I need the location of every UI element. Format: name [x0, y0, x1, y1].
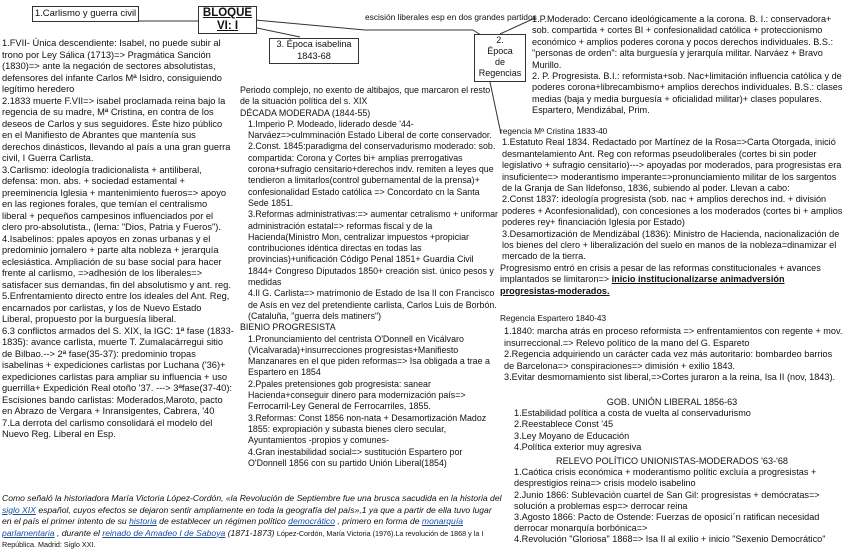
link-monarquia-parlamentaria[interactable]: monarquía parlamentaria	[2, 516, 464, 538]
carlismo-item: 7.La derrota del carlismo consolidará el modelo del Nuevo Reg. Liberal en Esp.	[2, 417, 213, 439]
isabelina-box	[269, 38, 359, 64]
union-liberal-item: 3.Ley Moyano de Educación	[514, 430, 630, 441]
quote-text-3: de establecer un régimen político	[159, 516, 286, 526]
union-liberal-item: 2.Reestablece Const '45	[514, 419, 614, 430]
carlismo-item: 4.Isabelinos: ppales apoyos en zonas urbanas y el predominio jornalero + parte alta nobleza + jerarquía eclesiástica. Ampliación de su base social para hacer frente al carlismo, =>adhesión de los liberales=> satisfacer sus demandas, fin del absolutismo y ant. reg.	[2, 233, 231, 290]
regencia-cristina-title: regencia Mª Cristina 1833-40	[500, 126, 608, 136]
parties-list	[532, 14, 844, 117]
bienio-title: BIENIO PROGRESISTA	[240, 322, 336, 333]
carlismo-box-label: 1.Carlismo y guerra civil	[34, 8, 137, 19]
party-item: 2. P. Progresista. B.I.: reformista+sob. Nac+limitación influencia católica y de poderes corona+librecambismo+ amplios derechos individuales. B.S.: clases medias (baja y media burguesía + oficialidad militar)+ clases populares. Espartero, Mendizábal, Prim.	[532, 71, 843, 116]
moderada-item: 1.Imperio P. Modeado, liderado desde '44-Narváez=>culmminación Estado Liberal de corte conservador.	[248, 118, 492, 141]
regencia-espartero-title: Regencia Espartero 1840-43	[500, 313, 607, 323]
cristina-item: 3.Desamortización de Mendizábal (1836): Ministro de Hacienda, nacionalización de los bienes del clero + liberalización del suelo en manos de la nobleza=dinamizar el mercado de la tierra.	[502, 228, 840, 262]
carlismo-item: 6.3 conflictos armados del S. XIX, la IGC: 1ª fase (1833-1835): avance carlista, muerte T. Zumalacárregui sitio de Bilbao.--> 2ª fase(35-37): predominio tropas isabelinas + expediciones carlistas por Luchana ('36)+ expediciones carlistas para ampliar su influencia + uso guerrilla+ Expedición Real otoño '37. ---> 3ªfase(37-40): Escisiones bando carlistas: Moderados,Maroto, pacto en Abrazo de Vergara + Inransigentes, Cabrera, '40	[2, 325, 234, 416]
carlismo-list	[2, 38, 234, 441]
cristina-item: 2.Const 1837: ideología progresista (sob. nac + amplios derechos ind. + división poderes + Aconfesionalidad), con concesiones a los moderados (cortes bi + amplios poderes rey+ financiación Iglesia por Estado)	[502, 194, 843, 228]
relevo-section	[500, 456, 844, 546]
espartero-item: 2.Regencia adquiriendo un carácter cada vez más autoritario: bombardeo barrios de Barcelona=> conspiraciones=> dimisión + exilio 1843.	[504, 349, 833, 371]
regencias-box-line3: de	[494, 57, 505, 67]
quote-text-4: , primero en forma de	[337, 516, 420, 526]
isabelina-column	[240, 85, 498, 469]
carlismo-box	[32, 6, 139, 22]
moderada-title: DÉCADA MODERADA (1844-55)	[240, 107, 371, 118]
espartero-item: 3.Evitar desmornamiento sist liberal,=>Cortes juraron a la reina, Isa II (nov, 1843).	[504, 372, 836, 383]
regencias-box	[474, 34, 526, 82]
bloque-title-line1: BLOQUE	[202, 7, 253, 19]
regencias-box-line2: Época	[487, 46, 513, 56]
union-liberal-title: GOB. UNIÓN LIBERAL 1856-63	[606, 397, 738, 407]
cristina-note-text: Progresismo entró en crisis a pesar de las reformas constitucionales + avances implantados se limitaron=>	[500, 262, 821, 285]
bienio-item: 1.Pronunciamiento del centrista O'Donnell en Vicálvaro (Vicalvarada)+insurrecciones progresistas+Manifiesto Manzanares en el que piden reformas=> Isa obligada a trae a Espartero en 1854	[248, 333, 490, 378]
quote-text-5: , durante el	[56, 527, 100, 538]
regencia-espartero-section	[500, 313, 844, 383]
moderada-item: 3.Reformas administrativas:=> aumentar cetralismo + uniformar administración estatal=> reformas fiscal y de la Hacienda(Ministro Mon, centralizar impuestos +propiciar contribuciones idéntica directas en todas las provincias)+unificación Código Penal 1851+ Guardia Civil 1844+ Congreso Diputados 1850+ creación sist. único pesos y medidas	[248, 209, 498, 288]
cristina-note	[500, 263, 844, 297]
quote-paragraph	[2, 493, 502, 551]
carlismo-item: 1.FVII- Única descendiente: Isabel, no puede subir al trono por Ley Sálica (1713)=> Pragmática Sanción (1830)=> ante la negación de sectores absolutistas, defensores del infante Carlos Mª Isidro, consiguiendo legítimo heredero	[2, 38, 222, 94]
regencias-box-line1: 2.	[496, 35, 504, 45]
line-bloque-regencias-a	[255, 20, 365, 30]
bienio-item: 2.Ppales pretensiones gob progresista: sanear Hacienda+conseguir dinero para modernización país=> Ferrocarril-Ley General de Ferrocarriles, 1855.	[248, 378, 466, 412]
link-reinado-amadeo[interactable]: reinado de Amadeo I de Saboya	[102, 527, 226, 538]
carlismo-item: 3.Carlismo: ideología tradicionalista + antiliberal, defensa: mon. abs. + sociedad estamental + preeminencia Iglesia + mantenimiento fueros=> apoyo en las regiones forales, que temían el centralismo liberal + pequeños campesinos influenciados por el clero pro-absolutista., (lema: "Dios, Patria y Fueros").	[2, 164, 227, 232]
carlismo-item: 5.Enfrentamiento directo entre los ideales del Ant. Reg, encarnados por carlistas, y los de Nuevo Estado Liberal, propuesto por la burguesía liberal.	[2, 291, 230, 324]
cristina-item: 1.Estatuto Real 1834. Redactado por Martínez de la Rosa=>Carta Otorgada, inició desmantelamiento Ant. Reg con reformas pseudoliberales (cortes bi sin poder legislativo + sufragio censitario)---> apoyadas por moderados, para progresistas era insuficiente=> moderantismo imperante=>pronunciamiento militar de los sargentos de la Granja de San Ildefonso, 1836, subiendo al poder. Llevan a cabo:	[502, 137, 842, 194]
quote-text-1: Como señaló la historiadora María Victoria López-Cordón, «la Revolución de Septiembre fue una brusca sacudida en la historia del	[2, 493, 502, 503]
bloque-title-box	[198, 6, 257, 34]
connector-label: escisión liberales esp en dos grandes partidos	[365, 12, 537, 22]
link-siglo-xix[interactable]: siglo XIX	[2, 504, 36, 515]
party-item: 1.P.Moderado: Cercano ideológicamente a la corona. B. I.: conservadora+ sob. compartida + cortes BI + confesionalidad católica + proteccionismo económico + amplios poderes corona y pocos derechos individuales. B.S.: "personas de orden": alta burguesía y jerarquía militar. Narváez + Bravo Murillo.	[532, 14, 834, 70]
bloque-title-line2: VI: I	[216, 19, 239, 32]
regencia-cristina-section	[500, 126, 844, 297]
cristina-note-emphasis: inicio institucionalizarse animadversión progresistas-moderados.	[500, 274, 785, 296]
bienio-item: 3.Reformas: Const 1856 non-nata + Desamortización Madoz 1855: expropiación y subasta bienes clero secular, Ayuntamientos -propios y comunes-	[248, 412, 487, 446]
espartero-item: 1.1840: marcha atrás en proceso reformista => enfrentamientos con regente + mov. insurreccional.=> Relevo político de la mano del G. Espareto	[504, 326, 843, 348]
bienio-item: 4.Gran inestabilidad social=> sustitución Espartero por O'Donnell 1856 con su partido Unión Liberal(1854)	[248, 446, 463, 468]
union-liberal-item: 4.Política exterior muy agresiva	[514, 441, 642, 452]
quote-text-6: (1871-1873)	[227, 527, 275, 538]
union-liberal-section	[500, 397, 844, 453]
quote-text-2: español, cuyos efectos se dejaron sentir ampliamente en toda la geografía del país»,1 ya que a partir de ella tuvo lugar en el país el primer intento de su	[2, 504, 492, 526]
regencias-box-line4: Regencias	[478, 68, 522, 78]
moderada-item: 2.Const. 1845:paradigma del conservadurismo moderado: sob. compartida: Corona y Cortes bi+ amplias prerrogativas corona+sufragio censitario+derechos indv. remiten a leyes que tendieron a limitarlos(control gubernamental de la prensa)+ confesionalidad Estado católica => Concordato cn la Santa Sede 1851.	[248, 141, 496, 208]
relevo-item: 2.Junio 1866: Sublevación cuartel de San Gil: progresistas + demócratas=> solución a problemas esp=> derrocar reina	[514, 489, 820, 511]
carlismo-item: 2.1833 muerte F.VII=> isabel proclamada reina bajo la regencia de su madre, Mª Cristina, en contra de los deseos de Carlos y sus seguidores. Éste hizo público en el Manifiesto de Abrantes que mantenía sus derechos dinásticos, llevando al país a una gran guerra civil, I Guerra Carlista.	[2, 95, 231, 163]
relevo-title: RELEVO POLÍTICO UNIONISTAS-MODERADOS '63-'68	[556, 456, 788, 466]
link-democratico[interactable]: democrático	[288, 516, 335, 526]
union-liberal-item: 1.Estabilidad política a costa de vuelta al conservadurismo	[514, 408, 751, 419]
link-historia[interactable]: historia	[129, 516, 157, 526]
moderada-item: 4.Il G. Carlista=> matrimonio de Estado de Isa II con Francisco de Asís en vez del pretendiente carlista, Carlos Luis de Borbón. (Cataluña, "guerra dels matiners")	[248, 288, 497, 321]
isabelina-box-line1: 3. Época isabelina	[276, 39, 352, 49]
relevo-item: 1.Caótica crisis económica + moderantismo polític excluía a progresistas + desprestigios reina=> crisis modelo isabelino	[514, 467, 817, 489]
relevo-item: 3.Agosto 1866: Pacto de Ostende: Fuerzas de oposici´n ratifican necesidad derrocar monarquía borbónica=>	[514, 512, 820, 534]
relevo-item: 4.Revolución "Gloriosa" 1868=> Isa II al exilio + inicio "Sexenio Democrático"	[514, 534, 826, 545]
isabelina-intro: Periodo complejo, no exento de altibajos, que marcaron el resto de la situación política del s. XIX	[240, 85, 491, 107]
isabelina-box-line2: 1843-68	[297, 50, 331, 61]
quote-citation: López-Cordón, María Victoria (1976).La revolución de 1868 y la I República. Madrid: Siglo XXI.	[2, 528, 484, 549]
